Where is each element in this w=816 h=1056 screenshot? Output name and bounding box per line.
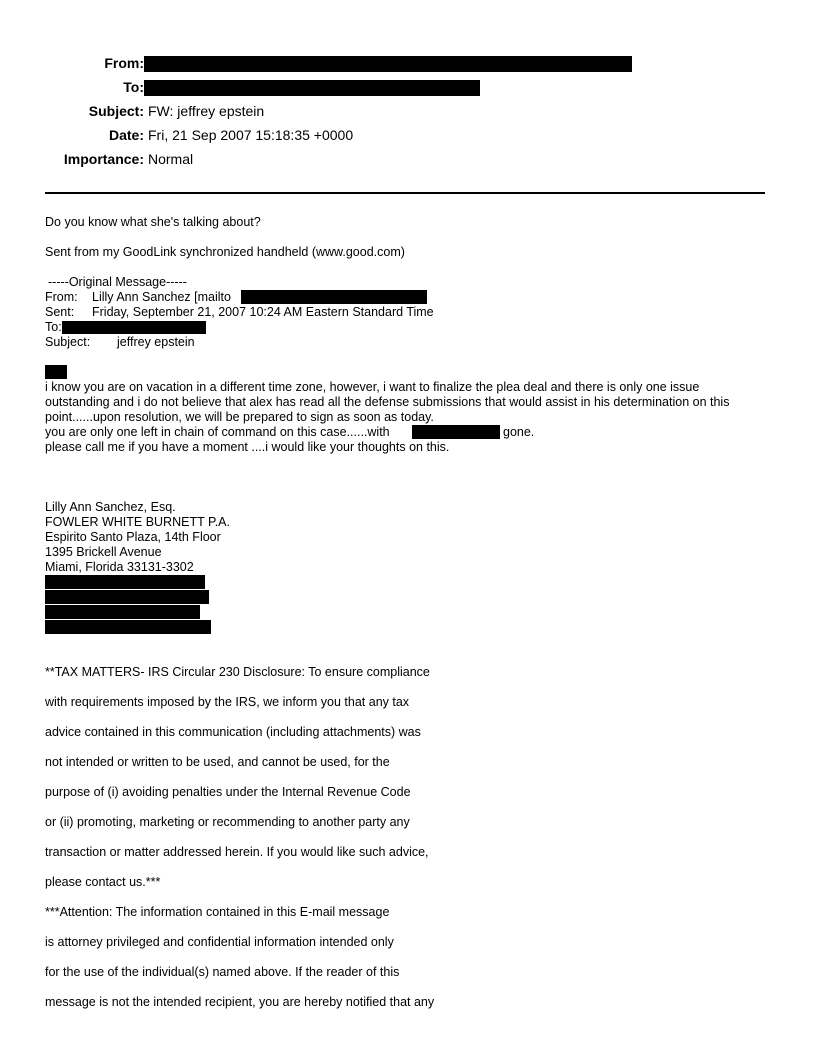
salutation-redaction (45, 365, 67, 379)
body-sent-from: Sent from my GoodLink synchronized handheld (www.good.com) (45, 245, 405, 259)
disclaimer-line: message is not the intended recipient, you are hereby notified that any (45, 995, 435, 1009)
signature-redaction-1 (45, 575, 205, 589)
from-redaction (144, 56, 632, 72)
message-chain-after: gone. (503, 425, 535, 439)
original-subject-value: jeffrey epstein (117, 335, 195, 349)
message-paragraph: i know you are on vacation in a different time zone, however, i want to finalize the plea deal and there is only one issue outstanding and i do not believe that alex has read all the defense submissions that would assist in his determination on this point......upon resolution, we will be prepared to sign as soon as today. (45, 380, 730, 424)
signature-city: Miami, Florida 33131-3302 (45, 560, 194, 574)
from-label: From: (104, 55, 144, 71)
message-chain-before: you are only one left in chain of command on this case......with (45, 425, 390, 439)
signature-street: 1395 Brickell Avenue (45, 545, 162, 559)
original-from-redaction (241, 290, 427, 304)
message-call: please call me if you have a moment ....i would like your thoughts on this. (45, 440, 450, 454)
disclaimer-line: or (ii) promoting, marketing or recommending to another party any (45, 815, 410, 829)
header-divider (45, 192, 765, 194)
original-to-label: To: (45, 320, 62, 334)
to-redaction (144, 80, 480, 96)
disclaimer-line: not intended or written to be used, and cannot be used, for the (45, 755, 390, 769)
original-subject-label: Subject: (45, 335, 91, 349)
original-divider: -----Original Message----- (48, 275, 187, 289)
disclaimer-line: ***Attention: The information contained in this E-mail message (45, 905, 390, 919)
original-sent-label: Sent: (45, 305, 75, 319)
to-label: To: (123, 79, 144, 95)
original-from-value: Lilly Ann Sanchez [mailto (92, 290, 231, 304)
chain-redaction (412, 425, 500, 439)
body-question: Do you know what she's talking about? (45, 215, 261, 229)
original-from-label: From: (45, 290, 78, 304)
subject-value: FW: jeffrey epstein (148, 103, 265, 119)
importance-value: Normal (148, 151, 194, 167)
signature-firm: FOWLER WHITE BURNETT P.A. (45, 515, 230, 529)
date-label: Date: (108, 127, 144, 143)
original-sent-value: Friday, September 21, 2007 10:24 AM Eastern Standard Time (92, 305, 434, 319)
signature-building: Espirito Santo Plaza, 14th Floor (45, 530, 221, 544)
original-to-redaction (62, 321, 206, 334)
disclaimer-line: purpose of (i) avoiding penalties under the Internal Revenue Code (45, 785, 411, 799)
disclaimer-line: transaction or matter addressed herein. If you would like such advice, (45, 845, 429, 859)
disclaimer-line: please contact us.*** (45, 875, 161, 889)
disclaimer-line: for the use of the individual(s) named above. If the reader of this (45, 965, 400, 979)
disclaimer-line: with requirements imposed by the IRS, we inform you that any tax (45, 695, 410, 709)
signature-redaction-4 (45, 620, 211, 634)
signature-redaction-3 (45, 605, 200, 619)
signature-name: Lilly Ann Sanchez, Esq. (45, 500, 176, 514)
importance-label: Importance: (63, 151, 144, 167)
disclaimer-line: advice contained in this communication (including attachments) was (45, 725, 421, 739)
signature-redaction-2 (45, 590, 209, 604)
disclaimer-line: is attorney privileged and confidential information intended only (45, 935, 394, 949)
subject-label: Subject: (88, 103, 144, 119)
date-value: Fri, 21 Sep 2007 15:18:35 +0000 (148, 127, 354, 143)
disclaimer-line: **TAX MATTERS- IRS Circular 230 Disclosure: To ensure compliance (45, 665, 430, 679)
